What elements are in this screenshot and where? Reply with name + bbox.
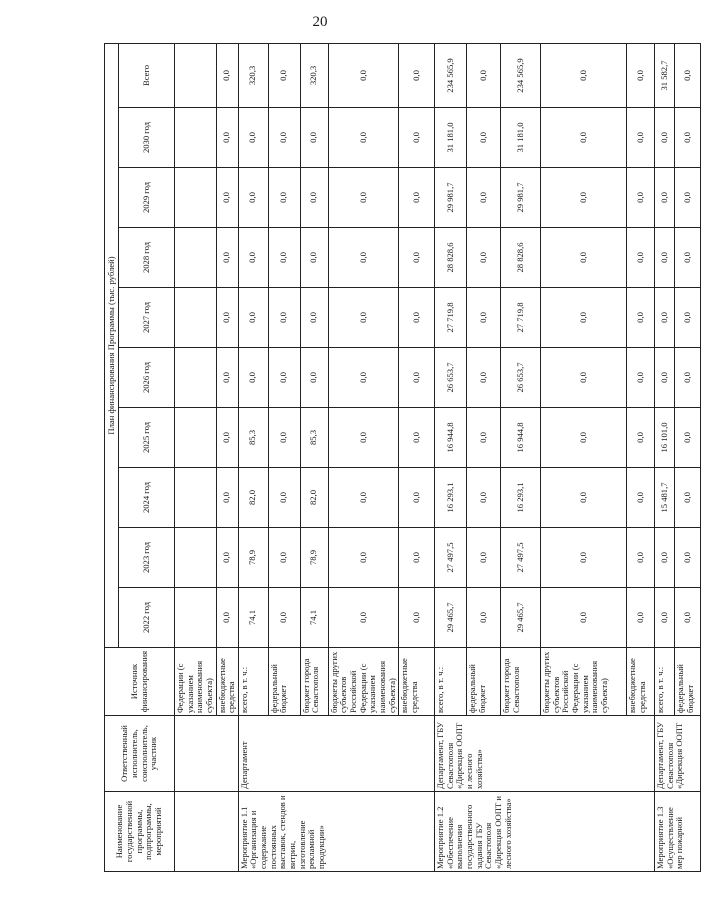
measure-executor: Департамент, ГБУ Севастополя «Дирекция ООПТ (655, 716, 701, 792)
value-cell: 0,0 (216, 588, 238, 648)
value-cell: 0,0 (300, 348, 328, 408)
value-cell (175, 288, 217, 348)
value-cell: 0,0 (268, 408, 300, 468)
value-cell: 0,0 (627, 43, 655, 107)
value-cell: 74,1 (238, 588, 268, 648)
value-cell: 0,0 (655, 348, 675, 408)
value-cell: 320,3 (238, 43, 268, 107)
value-cell: 0,0 (541, 348, 627, 408)
value-cell: 85,3 (238, 408, 268, 468)
value-cell: 0,0 (541, 108, 627, 168)
value-cell: 0,0 (541, 528, 627, 588)
header-year: 2026 год (119, 348, 175, 408)
value-cell: 0,0 (467, 408, 501, 468)
value-cell: 0,0 (467, 348, 501, 408)
value-cell: 74,1 (300, 588, 328, 648)
value-cell: 0,0 (541, 168, 627, 228)
value-cell: 0,0 (627, 168, 655, 228)
value-cell: 0,0 (399, 468, 435, 528)
header-year: 2027 год (119, 288, 175, 348)
value-cell: 0,0 (627, 408, 655, 468)
value-cell: 0,0 (268, 348, 300, 408)
value-cell: 26 653,7 (435, 348, 467, 408)
table-row (238, 43, 268, 871)
table-row (655, 43, 675, 871)
value-cell: 85,3 (300, 408, 328, 468)
value-cell: 0,0 (467, 43, 501, 107)
value-cell: 0,0 (627, 288, 655, 348)
value-cell: 0,0 (467, 528, 501, 588)
source-cell: всего, в т. ч.: (238, 648, 268, 716)
value-cell: 0,0 (627, 528, 655, 588)
value-cell: 0,0 (328, 348, 398, 408)
value-cell (175, 43, 217, 107)
value-cell: 0,0 (467, 288, 501, 348)
value-cell: 0,0 (268, 168, 300, 228)
value-cell: 0,0 (328, 228, 398, 288)
value-cell: 0,0 (328, 43, 398, 107)
value-cell: 16 101,0 (655, 408, 675, 468)
value-cell: 0,0 (399, 168, 435, 228)
header-year: 2022 год (119, 588, 175, 648)
value-cell: 82,0 (300, 468, 328, 528)
value-cell: 0,0 (655, 528, 675, 588)
value-cell: 26 653,7 (501, 348, 541, 408)
value-cell: 0,0 (627, 228, 655, 288)
value-cell: 0,0 (655, 288, 675, 348)
value-cell: 0,0 (300, 288, 328, 348)
value-cell: 0,0 (399, 228, 435, 288)
value-cell: 0,0 (655, 588, 675, 648)
value-cell: 0,0 (268, 43, 300, 107)
source-cell: внебюджетные средства (216, 648, 238, 716)
measure-executor: Департамент (238, 716, 434, 792)
value-cell: 29 981,7 (435, 168, 467, 228)
value-cell: 0,0 (675, 108, 701, 168)
measure-executor: Департамент, ГБУ Севастополя «Дирекция ООПТ и лесного хозяйства» (435, 716, 655, 792)
header-year: 2028 год (119, 228, 175, 288)
header-year: 2030 год (119, 108, 175, 168)
value-cell: 0,0 (467, 168, 501, 228)
value-cell: 0,0 (399, 528, 435, 588)
value-cell: 0,0 (541, 408, 627, 468)
value-cell: 0,0 (216, 168, 238, 228)
value-cell: 0,0 (328, 288, 398, 348)
value-cell: 29 981,7 (501, 168, 541, 228)
header-year: 2024 год (119, 468, 175, 528)
value-cell: 16 944,8 (501, 408, 541, 468)
value-cell: 0,0 (675, 408, 701, 468)
value-cell (175, 588, 217, 648)
value-cell: 0,0 (467, 468, 501, 528)
value-cell: 0,0 (268, 468, 300, 528)
value-cell: 0,0 (627, 348, 655, 408)
source-cell: бюджет города Севастополя (300, 648, 328, 716)
value-cell: 0,0 (238, 288, 268, 348)
value-cell: 0,0 (216, 528, 238, 588)
header-year: Всего (119, 43, 175, 107)
value-cell: 0,0 (328, 168, 398, 228)
value-cell: 234 565,9 (501, 43, 541, 107)
value-cell: 31 181,0 (501, 108, 541, 168)
value-cell: 0,0 (268, 588, 300, 648)
header-year: 2023 год (119, 528, 175, 588)
measure-name: Мероприятие 1.1 «Организация и содержание постоянных выставок, стендов и витрин, изготовление рекламной продукции» (238, 792, 434, 872)
value-cell: 0,0 (216, 43, 238, 107)
source-cell: всего, в т. ч.: (435, 648, 467, 716)
value-cell: 0,0 (216, 468, 238, 528)
value-cell: 16 293,1 (435, 468, 467, 528)
value-cell: 78,9 (238, 528, 268, 588)
value-cell: 0,0 (238, 168, 268, 228)
value-cell: 0,0 (675, 528, 701, 588)
name-cell (175, 792, 239, 872)
value-cell: 0,0 (675, 468, 701, 528)
value-cell: 0,0 (238, 228, 268, 288)
value-cell: 15 481,7 (655, 468, 675, 528)
value-cell: 0,0 (467, 588, 501, 648)
table-row (435, 43, 467, 871)
value-cell: 0,0 (268, 108, 300, 168)
source-cell: федеральный бюджет (467, 648, 501, 716)
header-executor: Ответственный исполнитель, соисполнитель, участник (105, 716, 175, 792)
value-cell: 0,0 (216, 288, 238, 348)
value-cell: 0,0 (399, 288, 435, 348)
value-cell: 16 944,8 (435, 408, 467, 468)
value-cell: 0,0 (675, 168, 701, 228)
value-cell: 0,0 (328, 588, 398, 648)
value-cell: 0,0 (627, 108, 655, 168)
value-cell (175, 528, 217, 588)
header-year: 2025 год (119, 408, 175, 468)
header-year: 2029 год (119, 168, 175, 228)
financing-table (104, 43, 701, 872)
source-cell: всего, в т. ч.: (655, 648, 675, 716)
source-cell: федеральный бюджет (675, 648, 701, 716)
value-cell: 28 828,6 (435, 228, 467, 288)
value-cell: 27 719,8 (435, 288, 467, 348)
source-cell: бюджет города Севастополя (501, 648, 541, 716)
value-cell: 29 465,7 (435, 588, 467, 648)
value-cell: 0,0 (268, 528, 300, 588)
value-cell: 0,0 (399, 43, 435, 107)
value-cell: 0,0 (675, 228, 701, 288)
value-cell (175, 108, 217, 168)
value-cell: 0,0 (675, 288, 701, 348)
value-cell: 0,0 (328, 108, 398, 168)
value-cell: 0,0 (300, 228, 328, 288)
header-plan-title: План финансирования Программы (тыс. рублей) (105, 43, 119, 647)
value-cell: 0,0 (399, 408, 435, 468)
value-cell: 0,0 (467, 108, 501, 168)
value-cell: 0,0 (675, 588, 701, 648)
value-cell (175, 408, 217, 468)
source-cell: бюджеты других субъектов Российской Федерации (с указанием наименования субъекта) (541, 648, 627, 716)
value-cell: 0,0 (467, 228, 501, 288)
value-cell: 0,0 (328, 468, 398, 528)
value-cell: 0,0 (675, 348, 701, 408)
value-cell: 0,0 (300, 108, 328, 168)
measure-name: Мероприятие 1.2 «Обеспечение выполнения государственного задания ГБУ Севастополя «Дирекция ООПТ и лесного хозяйства» (435, 792, 655, 872)
value-cell (175, 468, 217, 528)
value-cell: 0,0 (238, 348, 268, 408)
value-cell: 0,0 (399, 348, 435, 408)
value-cell: 0,0 (541, 468, 627, 528)
source-cell: федеральный бюджет (268, 648, 300, 716)
page-number: 20 (312, 14, 328, 30)
value-cell: 0,0 (216, 408, 238, 468)
value-cell: 0,0 (268, 228, 300, 288)
value-cell: 16 293,1 (501, 468, 541, 528)
table-row (175, 43, 217, 871)
executor-cell (175, 716, 239, 792)
source-cell: внебюджетные средства (627, 648, 655, 716)
value-cell: 0,0 (238, 108, 268, 168)
value-cell: 31 582,7 (655, 43, 675, 107)
value-cell (175, 168, 217, 228)
value-cell: 27 719,8 (501, 288, 541, 348)
value-cell: 0,0 (655, 168, 675, 228)
value-cell: 0,0 (655, 108, 675, 168)
value-cell: 0,0 (399, 588, 435, 648)
value-cell: 0,0 (328, 528, 398, 588)
value-cell: 0,0 (627, 468, 655, 528)
value-cell: 82,0 (238, 468, 268, 528)
source-cell: Федерации (с указанием наименования субъекта) (175, 648, 217, 716)
value-cell (175, 348, 217, 408)
header-name: Наименование государственной программы, подпрограммы, мероприятий (105, 792, 175, 872)
value-cell: 29 465,7 (501, 588, 541, 648)
value-cell: 0,0 (675, 43, 701, 107)
value-cell: 0,0 (655, 228, 675, 288)
source-cell: бюджеты других субъектов Российской Федерации (с указанием наименования субъекта) (328, 648, 398, 716)
value-cell: 0,0 (541, 43, 627, 107)
value-cell: 0,0 (541, 288, 627, 348)
value-cell: 0,0 (328, 408, 398, 468)
measure-name: Мероприятие 1.3 «Осуществление мер пожарной (655, 792, 701, 872)
value-cell: 78,9 (300, 528, 328, 588)
value-cell (175, 228, 217, 288)
value-cell: 27 497,5 (501, 528, 541, 588)
header-source: Источник финансирования (105, 648, 175, 716)
value-cell: 0,0 (627, 588, 655, 648)
value-cell: 0,0 (541, 588, 627, 648)
value-cell: 0,0 (541, 228, 627, 288)
value-cell: 320,3 (300, 43, 328, 107)
source-cell: внебюджетные средства (399, 648, 435, 716)
value-cell: 234 565,9 (435, 43, 467, 107)
value-cell: 0,0 (300, 168, 328, 228)
value-cell: 27 497,5 (435, 528, 467, 588)
value-cell: 0,0 (399, 108, 435, 168)
value-cell: 0,0 (216, 228, 238, 288)
rotated-table-container (104, 44, 695, 872)
value-cell: 28 828,6 (501, 228, 541, 288)
value-cell: 0,0 (216, 108, 238, 168)
value-cell: 0,0 (268, 288, 300, 348)
value-cell: 31 181,0 (435, 108, 467, 168)
value-cell: 0,0 (216, 348, 238, 408)
